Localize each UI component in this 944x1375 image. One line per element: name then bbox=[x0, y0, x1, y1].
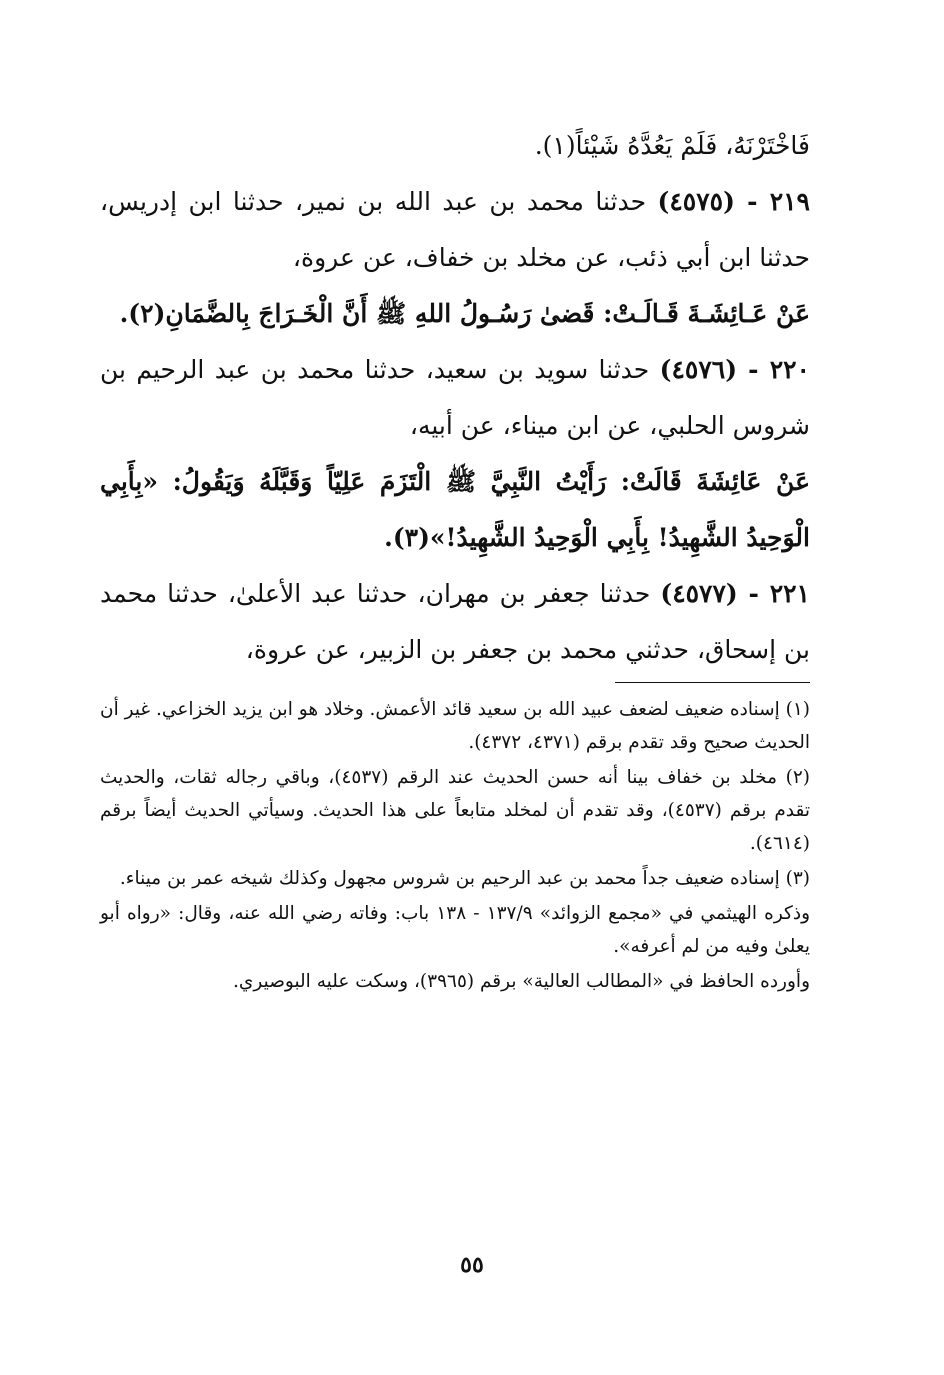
hadith-chain: حدثنا جعفر بن مهران، حدثنا عبد الأعلىٰ، حدثنا محمد بن إسحاق، حدثني محمد بن جعفر بن الزبير، عن عروة، bbox=[100, 579, 810, 664]
footnote-2: (٢) مخلد بن خفاف بينا أنه حسن الحديث عند الرقم (٤٥٣٧)، وباقي رجاله ثقات، والحديث تقدم برقم (٤٥٣٧)، وقد تقدم أن لمخلد متابعاً على هذا الحديث. وسيأتي الحديث أيضاً برقم (٤٦١٤). bbox=[100, 767, 810, 854]
hadith-chain: حدثنا محمد بن عبد الله بن نمير، حدثنا ابن إدريس، حدثنا ابن أبي ذئب، عن مخلد بن خفاف، عن عروة، bbox=[100, 187, 810, 272]
footnote-divider bbox=[615, 682, 810, 683]
hadith-number: ٢٢١ - (٤٥٧٧) bbox=[660, 579, 810, 608]
hadith-number: ٢١٩ - (٤٥٧٥) bbox=[657, 187, 810, 216]
main-text bbox=[100, 118, 810, 678]
hadith-219 bbox=[100, 174, 810, 286]
hadith-chain: حدثنا سويد بن سعيد، حدثنا محمد بن عبد الرحيم بن شروس الحلبي، عن ابن ميناء، عن أبيه، bbox=[100, 355, 810, 440]
page-body bbox=[100, 118, 810, 998]
footnote-3: (٣) إسناده ضعيف جداً محمد بن عبد الرحيم بن شروس مجهول وكذلك شيخه عمر بن ميناء. bbox=[119, 868, 810, 889]
footnote-3-continued-2: وأورده الحافظ في «المطالب العالية» برقم (٣٩٦٥)، وسكت عليه البوصيري. bbox=[233, 971, 810, 992]
footnotes bbox=[100, 693, 810, 998]
footnote-3-continued: وذكره الهيثمي في «مجمع الزوائد» ١٣٧/٩ - ١٣٨ باب: وفاته رضي الله عنه، وقال: «رواه أبو يعلىٰ وفيه من لم أعرفه». bbox=[100, 903, 811, 957]
hadith-220 bbox=[100, 342, 810, 454]
hadith-221 bbox=[100, 566, 810, 678]
paragraph-continuation: فَاخْتَرْنَهُ، فَلَمْ يَعُدَّهُ شَيْئاً(١). bbox=[534, 131, 810, 160]
hadith-number: ٢٢٠ - (٤٥٧٦) bbox=[659, 355, 810, 384]
hadith-220-text: عَنْ عَائِشَةَ قَالَتْ: رَأَيْتُ النَّبِيَّ ﷺ الْتَزَمَ عَلِيّاً وَقَبَّلَهُ وَيَقُولُ: «بِأَبِي الْوَحِيدُ الشَّهِيدُ! بِأَبِي الْوَحِيدُ الشَّهِيدُ!»(٣). bbox=[100, 467, 810, 552]
footnote-1: (١) إسناده ضعيف لضعف عبيد الله بن سعيد قائد الأعمش. وخلاد هو ابن يزيد الخزاعي. غير أن الحديث صحيح وقد تقدم برقم (٤٣٧١، ٤٣٧٢). bbox=[100, 699, 810, 753]
hadith-219-text: عَنْ عَـائِشَـةَ قَـالَـتْ: قَضىٰ رَسُـولُ اللهِ ﷺ أَنَّ الْخَـرَاجَ بِالضَّمَانِ(٢). bbox=[119, 299, 810, 328]
page-number: ٥٥ bbox=[460, 1252, 484, 1278]
